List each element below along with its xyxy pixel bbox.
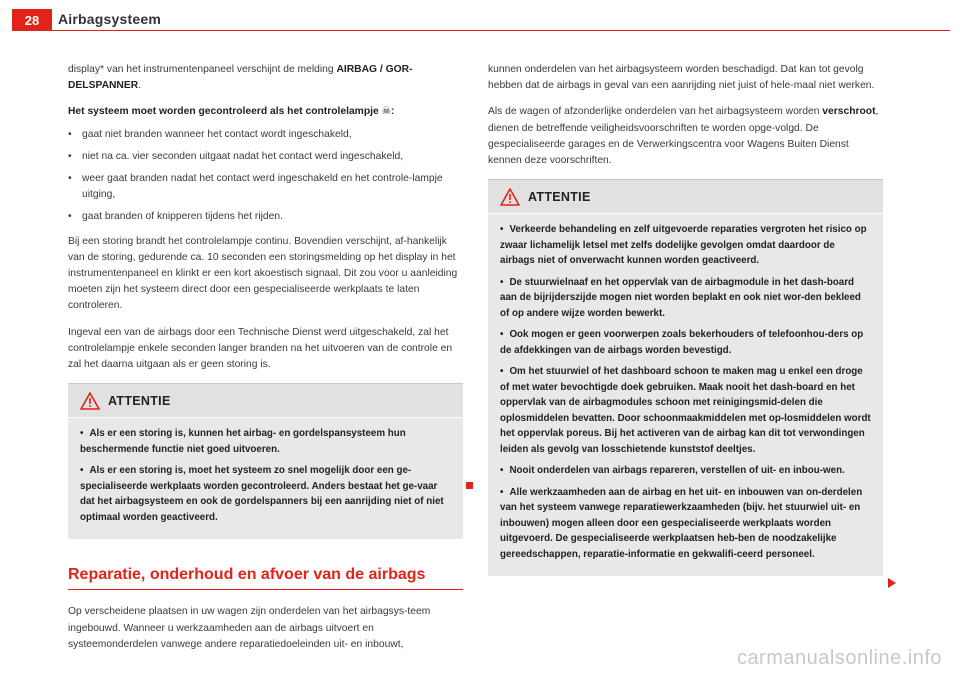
warning-item: • Alle werkzaamheden aan de airbag en het uit- en inbouwen van on-derdelen van het systeem vanwege reparatiewerkzaamheden (bijv. het stuurwiel uit- en inbouwen) mogen alleen door een gespecialiseerde werkplaats worden uitgevoerd. De gespecialiseerde werkplaatsen heb-ben de noodzakelijke gereedschappen, reparatie-informatie en gekwalifi-ceerd personeel. xyxy=(500,486,863,560)
warning-item: • De stuurwielnaaf en het oppervlak van de airbagmodule in het dash-board aan de bijrijderszijde mogen niet worden beplakt en ook niet wor-den bekleed of op andere wijze worden bewerkt. xyxy=(500,276,861,319)
section-paragraph: Op verscheidene plaatsen in uw wagen zijn onderdelen van het airbagsys-teem ingebouwd. Wanneer u werkzaamheden aan de airbags uitvoert en systeemonderdelen vanwege andere reparatiedoeleinden uit- en inbouwt, xyxy=(68,606,431,650)
intro-paragraph: display* van het instrumentenpaneel verschijnt de melding AIRBAG / GOR-DELSPANNER. xyxy=(68,64,413,92)
scrap-paragraph: Als de wagen of afzonderlijke onderdelen van het airbagsysteem worden verschroot, dienen de betreffende veiligheidsvoorschriften te worden opge-volgd. De gespecialiseerde garages en de Verwerkingscentra voor Wagens Buiten Dienst kennen deze voorschriften. xyxy=(488,106,879,167)
warning-item: • Als er een storing is, kunnen het airbag- en gordelspansysteem hun beschermende functie niet goed uitvoeren. xyxy=(80,428,406,455)
warning-item: • Nooit onderdelen van airbags repareren, verstellen of uit- en inbou-wen. xyxy=(500,465,845,477)
warning-title: ATTENTIE xyxy=(108,393,171,408)
uitgeschakeld-paragraph: Ingeval een van de airbags door een Technische Dienst werd uitgeschakeld, zal het controlelampje enkele seconden langer branden na het uitvoeren van de controle en zal het daarna uitgaan als er geen storing is. xyxy=(68,326,453,371)
warning-box xyxy=(68,383,463,539)
watermark: carmanualsonline.info xyxy=(736,647,942,669)
page-title: Airbagsysteem xyxy=(58,11,161,27)
continue-arrow-icon xyxy=(888,578,896,588)
warning-header xyxy=(68,384,463,418)
damage-paragraph: kunnen onderdelen van het airbagsysteem worden beschadigd. Dat kan tot gevolg hebben dat de airbags in geval van een aanrijding niet juist of hele-maal niet werken. xyxy=(488,64,875,92)
warning-body xyxy=(68,418,463,539)
list-item: • gaat branden of knipperen tijdens het rijden. xyxy=(68,209,463,225)
page-header xyxy=(0,0,960,36)
warning-box xyxy=(488,179,883,576)
check-list xyxy=(68,127,463,226)
page-number: 28 xyxy=(12,9,52,31)
list-item: • weer gaat branden nadat het contact werd ingeschakeld en het controle-lampje uitging, xyxy=(68,171,463,203)
warning-triangle-icon xyxy=(500,188,520,206)
scrap-term: verschroot xyxy=(822,106,876,118)
storing-paragraph: Bij een storing brandt het controlelampje continu. Bovendien verschijnt, af-hankelijk van de storing, gedurende ca. 10 seconden een storingsmelding op het display in het instrumentenpaneel en klinkt er een kort akoestisch signaal. Dit zou voor u aanleiding moeten zijn het systeem direct door een gespecialiseerde werkplaats te laten controleren. xyxy=(68,235,458,312)
warning-triangle-icon xyxy=(80,392,100,410)
list-item: • gaat niet branden wanneer het contact wordt ingeschakeld, xyxy=(68,127,463,143)
right-column xyxy=(488,62,883,586)
warning-item: • Verkeerde behandeling en zelf uitgevoerde reparaties vergroten het risico op zwaar lichamelijk letsel met zelfs dodelijke gevolgen omdat daardoor de airbags niet of onverwacht kunnen worden geactiveerd. xyxy=(500,224,867,267)
section-end-mark xyxy=(466,482,473,489)
section-title: Reparatie, onderhoud en afvoer van de airbags xyxy=(68,567,463,590)
warning-header xyxy=(488,180,883,214)
airbag-warning-lamp-icon: ☠ xyxy=(381,106,391,118)
warning-title: ATTENTIE xyxy=(528,189,591,204)
check-heading: Het systeem moet worden gecontroleerd als het controlelampje ☠: xyxy=(68,106,395,118)
left-column xyxy=(68,62,463,663)
warning-item: • Om het stuurwiel of het dashboard schoon te maken mag u enkel een droge of met water bevochtigde doek gebruiken. Maak nooit het dash-board en het oppervlak van de airbagmodules schoon met reinigingsmid-delen die oplosmiddelen bevatten. Door schoonmaakmiddelen met op-losmiddelen wordt het oppervlak poreus. Bij het activeren van de airbag kan dit tot verwondingen leiden als gevolg van losschietende kunststof deeltjes. xyxy=(500,366,871,455)
warning-body xyxy=(488,214,883,576)
display-message: AIRBAG / GOR-DELSPANNER xyxy=(68,64,413,92)
warning-item: • Ook mogen er geen voorwerpen zoals bekerhouders of telefoonhou-ders op de afdekkingen van de airbags worden bevestigd. xyxy=(500,329,864,356)
list-item: • niet na ca. vier seconden uitgaat nadat het contact werd ingeschakeld, xyxy=(68,149,463,165)
header-rule xyxy=(12,30,950,31)
warning-item: • Als er een storing is, moet het systeem zo snel mogelijk door een ge-specialiseerde werkplaats worden gecontroleerd. Anders bestaat het ge-vaar dat het airbagsysteem en ook de gordelspanners bij een aanrijding niet of niet optimaal worden geactiveerd. xyxy=(80,465,444,523)
